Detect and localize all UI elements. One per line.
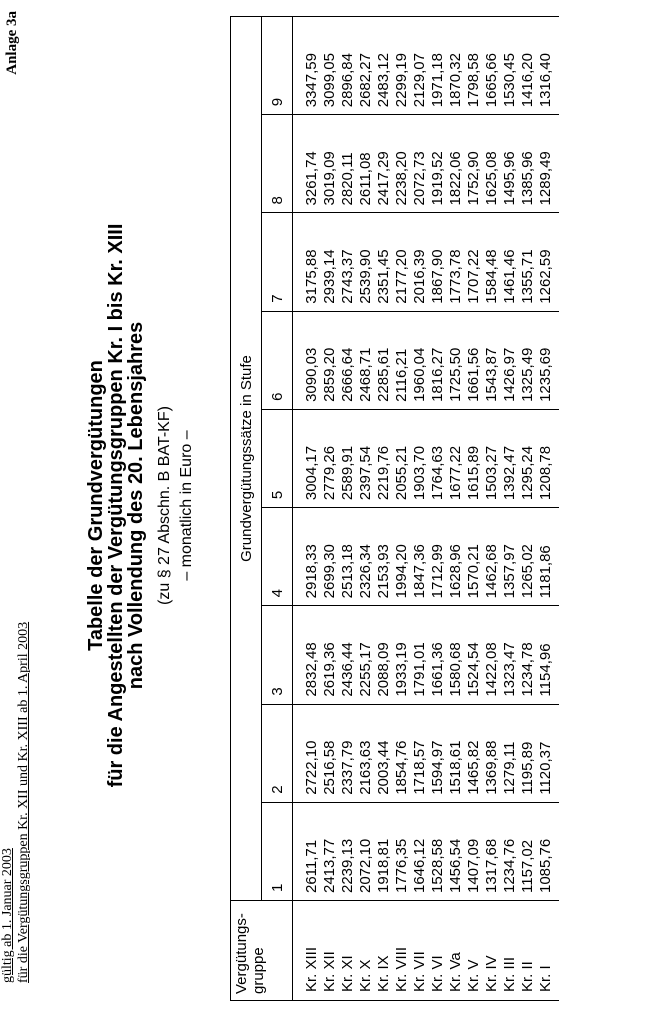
- rate-cell: 1594,97: [429, 704, 447, 802]
- rate-cell: 1462,68: [483, 508, 501, 606]
- rate-cell: 1628,96: [447, 508, 465, 606]
- rate-cell: 2619,36: [321, 606, 339, 704]
- rate-cell: 1625,08: [483, 115, 501, 213]
- rate-cell: 1530,45: [501, 17, 519, 115]
- rate-cell: 3099,05: [321, 17, 339, 115]
- rate-cell: 3019,09: [321, 115, 339, 213]
- step-header-6: 6: [262, 311, 293, 409]
- rate-cell: 3347,59: [293, 17, 322, 115]
- rate-cell: 1615,89: [465, 409, 483, 507]
- table-row: [293, 17, 322, 1001]
- rate-cell: 1323,47: [501, 606, 519, 704]
- rate-cell: 2239,13: [339, 802, 357, 900]
- table-body: [293, 17, 560, 1001]
- step-header-9: 9: [262, 17, 293, 115]
- rate-cell: 3090,03: [293, 311, 322, 409]
- rate-cell: 1369,88: [483, 704, 501, 802]
- title-line-3: nach Vollendung des 20. Lebensjahres: [125, 321, 147, 690]
- rate-cell: 1262,59: [537, 213, 559, 311]
- rate-cell: 2397,54: [357, 409, 375, 507]
- rate-cell: 1822,06: [447, 115, 465, 213]
- rate-cell: 2743,37: [339, 213, 357, 311]
- rate-cell: 1971,18: [429, 17, 447, 115]
- rate-cell: 2255,17: [357, 606, 375, 704]
- rate-cell: 1718,57: [411, 704, 429, 802]
- rate-cell: 1847,36: [411, 508, 429, 606]
- rate-cell: 1816,27: [429, 311, 447, 409]
- rate-cell: 2611,71: [293, 802, 322, 900]
- title-line-1: Tabelle der Grundvergütungen: [85, 360, 107, 651]
- rate-cell: 1707,22: [465, 213, 483, 311]
- rate-cell: 1677,22: [447, 409, 465, 507]
- table-row: [483, 17, 501, 1001]
- rate-cell: 1407,09: [465, 802, 483, 900]
- rate-cell: 1933,19: [393, 606, 411, 704]
- rate-cell: 2337,79: [339, 704, 357, 802]
- rate-cell: 3261,74: [293, 115, 322, 213]
- table-row: [321, 17, 339, 1001]
- rate-cell: 2177,20: [393, 213, 411, 311]
- rate-cell: 1919,52: [429, 115, 447, 213]
- table-row: [465, 17, 483, 1001]
- rate-cell: 2003,44: [375, 704, 393, 802]
- rate-cell: 1725,50: [447, 311, 465, 409]
- rate-cell: 1854,76: [393, 704, 411, 802]
- rate-cell: 1994,20: [393, 508, 411, 606]
- rate-cell: 1120,37: [537, 704, 559, 802]
- rate-cell: 3004,17: [293, 409, 322, 507]
- rate-cell: 1580,68: [447, 606, 465, 704]
- table-row: [357, 17, 375, 1001]
- rate-cell: 1798,58: [465, 17, 483, 115]
- rate-cell: 1456,54: [447, 802, 465, 900]
- group-cell: Kr. VII: [411, 901, 429, 1001]
- rate-cell: 2116,21: [393, 311, 411, 409]
- rate-cell: 2939,14: [321, 213, 339, 311]
- rate-cell: 1867,90: [429, 213, 447, 311]
- step-header-1: 1: [262, 802, 293, 900]
- validity-line-2: für die Vergütungsgruppen Kr. XII und Kr. XIII ab 1. April 2003: [16, 621, 31, 983]
- rate-cell: 1316,40: [537, 17, 559, 115]
- group-cell: Kr. IX: [375, 901, 393, 1001]
- rate-cell: 2413,77: [321, 802, 339, 900]
- rate-cell: 1712,99: [429, 508, 447, 606]
- rate-cell: 2779,26: [321, 409, 339, 507]
- rate-cell: 1661,36: [429, 606, 447, 704]
- group-cell: Kr. I: [537, 901, 559, 1001]
- rate-cell: 2820,11: [339, 115, 357, 213]
- rate-cell: 1355,71: [519, 213, 537, 311]
- rate-cell: 1791,01: [411, 606, 429, 704]
- rate-cell: 2611,08: [357, 115, 375, 213]
- group-cell: Kr. II: [519, 901, 537, 1001]
- rate-cell: 1422,08: [483, 606, 501, 704]
- rate-cell: 1661,56: [465, 311, 483, 409]
- rate-cell: 1357,97: [501, 508, 519, 606]
- rate-cell: 2299,19: [393, 17, 411, 115]
- rate-cell: 1776,35: [393, 802, 411, 900]
- rate-cell: 1195,89: [519, 704, 537, 802]
- rate-cell: 1646,12: [411, 802, 429, 900]
- group-column-header: Vergütungs- gruppe: [231, 901, 293, 1001]
- table-row: [537, 17, 559, 1001]
- rate-cell: 2483,12: [375, 17, 393, 115]
- table-row: [501, 17, 519, 1001]
- rate-cell: 1918,81: [375, 802, 393, 900]
- step-header-2: 2: [262, 704, 293, 802]
- rate-cell: 1903,70: [411, 409, 429, 507]
- table-row: [447, 17, 465, 1001]
- rate-cell: 1764,63: [429, 409, 447, 507]
- rate-cell: 2163,63: [357, 704, 375, 802]
- step-header-8: 8: [262, 115, 293, 213]
- group-cell: Kr. Va: [447, 901, 465, 1001]
- rate-cell: 1528,58: [429, 802, 447, 900]
- rate-cell: 1524,54: [465, 606, 483, 704]
- rate-cell: 1181,86: [537, 508, 559, 606]
- rate-cell: 1392,47: [501, 409, 519, 507]
- rate-cell: 2896,84: [339, 17, 357, 115]
- rate-cell: 2666,64: [339, 311, 357, 409]
- group-cell: Kr. III: [501, 901, 519, 1001]
- rate-cell: 2326,34: [357, 508, 375, 606]
- rate-cell: 1426,97: [501, 311, 519, 409]
- rate-cell: 1960,04: [411, 311, 429, 409]
- rate-cell: 2589,91: [339, 409, 357, 507]
- rate-cell: 1503,27: [483, 409, 501, 507]
- rate-cell: 1461,46: [501, 213, 519, 311]
- rate-cell: 1385,96: [519, 115, 537, 213]
- rate-cell: 1495,96: [501, 115, 519, 213]
- rates-header: Grundvergütungssätze in Stufe: [231, 17, 262, 901]
- title-unit: – monatlich in Euro –: [178, 430, 195, 581]
- rate-cell: 1234,78: [519, 606, 537, 704]
- rate-cell: 1279,11: [501, 704, 519, 802]
- step-header-3: 3: [262, 606, 293, 704]
- rate-cell: 2219,76: [375, 409, 393, 507]
- rate-cell: 2129,07: [411, 17, 429, 115]
- rate-cell: 2918,33: [293, 508, 322, 606]
- rate-cell: 2072,73: [411, 115, 429, 213]
- rate-cell: 1265,02: [519, 508, 537, 606]
- table-header-row: [231, 17, 262, 1001]
- group-cell: Kr. V: [465, 901, 483, 1001]
- group-cell: Kr. XII: [321, 901, 339, 1001]
- rate-cell: 1584,48: [483, 213, 501, 311]
- rate-cell: 2722,10: [293, 704, 322, 802]
- group-cell: Kr. X: [357, 901, 375, 1001]
- group-cell: Kr. VI: [429, 901, 447, 1001]
- rate-cell: 1154,96: [537, 606, 559, 704]
- table-row: [339, 17, 357, 1001]
- rate-cell: 2539,90: [357, 213, 375, 311]
- validity-note: [0, 622, 32, 983]
- step-header-7: 7: [262, 213, 293, 311]
- validity-line-1: gültig ab 1. Januar 2003: [0, 848, 15, 983]
- rate-cell: 2238,20: [393, 115, 411, 213]
- table-row: [375, 17, 393, 1001]
- rate-cell: 2351,45: [375, 213, 393, 311]
- rate-cell: 2055,21: [393, 409, 411, 507]
- rate-cell: 1325,49: [519, 311, 537, 409]
- rate-cell: 1543,87: [483, 311, 501, 409]
- rate-cell: 1870,32: [447, 17, 465, 115]
- rate-cell: 1235,69: [537, 311, 559, 409]
- salary-table: [230, 16, 559, 1001]
- table-row: [393, 17, 411, 1001]
- rate-cell: 2516,58: [321, 704, 339, 802]
- rate-cell: 2682,27: [357, 17, 375, 115]
- title-reference: (zu § 27 Abschn. B BAT-KF): [156, 406, 173, 605]
- title-block: [86, 0, 196, 1011]
- rate-cell: 1085,76: [537, 802, 559, 900]
- group-cell: Kr. VIII: [393, 901, 411, 1001]
- rate-cell: 1295,24: [519, 409, 537, 507]
- rate-cell: 1234,76: [501, 802, 519, 900]
- rate-cell: 1570,21: [465, 508, 483, 606]
- table-row: [411, 17, 429, 1001]
- group-cell: Kr. XI: [339, 901, 357, 1001]
- rate-cell: 2016,39: [411, 213, 429, 311]
- rate-cell: 2153,93: [375, 508, 393, 606]
- rate-cell: 2699,30: [321, 508, 339, 606]
- step-header-row: [262, 17, 293, 1001]
- rate-cell: 1465,82: [465, 704, 483, 802]
- rate-cell: 1773,78: [447, 213, 465, 311]
- rate-cell: 2285,61: [375, 311, 393, 409]
- rate-cell: 2417,29: [375, 115, 393, 213]
- table-row: [519, 17, 537, 1001]
- rate-cell: 1665,66: [483, 17, 501, 115]
- rate-cell: 2832,48: [293, 606, 322, 704]
- group-cell: Kr. IV: [483, 901, 501, 1001]
- rate-cell: 2436,44: [339, 606, 357, 704]
- rate-cell: 1416,20: [519, 17, 537, 115]
- group-cell: Kr. XIII: [293, 901, 322, 1001]
- annex-label: Anlage 3a: [4, 11, 20, 75]
- rate-cell: 3175,88: [293, 213, 322, 311]
- rate-cell: 1518,61: [447, 704, 465, 802]
- rate-cell: 2468,71: [357, 311, 375, 409]
- rate-cell: 2072,10: [357, 802, 375, 900]
- rate-cell: 1208,78: [537, 409, 559, 507]
- rate-cell: 1289,49: [537, 115, 559, 213]
- rate-cell: 2859,20: [321, 311, 339, 409]
- rate-cell: 2513,18: [339, 508, 357, 606]
- rate-cell: 1317,68: [483, 802, 501, 900]
- title-line-2: für die Angestellten der Vergütungsgruppen Kr. I bis Kr. XIII: [105, 223, 127, 788]
- step-header-5: 5: [262, 409, 293, 507]
- step-header-4: 4: [262, 508, 293, 606]
- rate-cell: 1752,90: [465, 115, 483, 213]
- table-row: [429, 17, 447, 1001]
- rate-cell: 2088,09: [375, 606, 393, 704]
- rate-cell: 1157,02: [519, 802, 537, 900]
